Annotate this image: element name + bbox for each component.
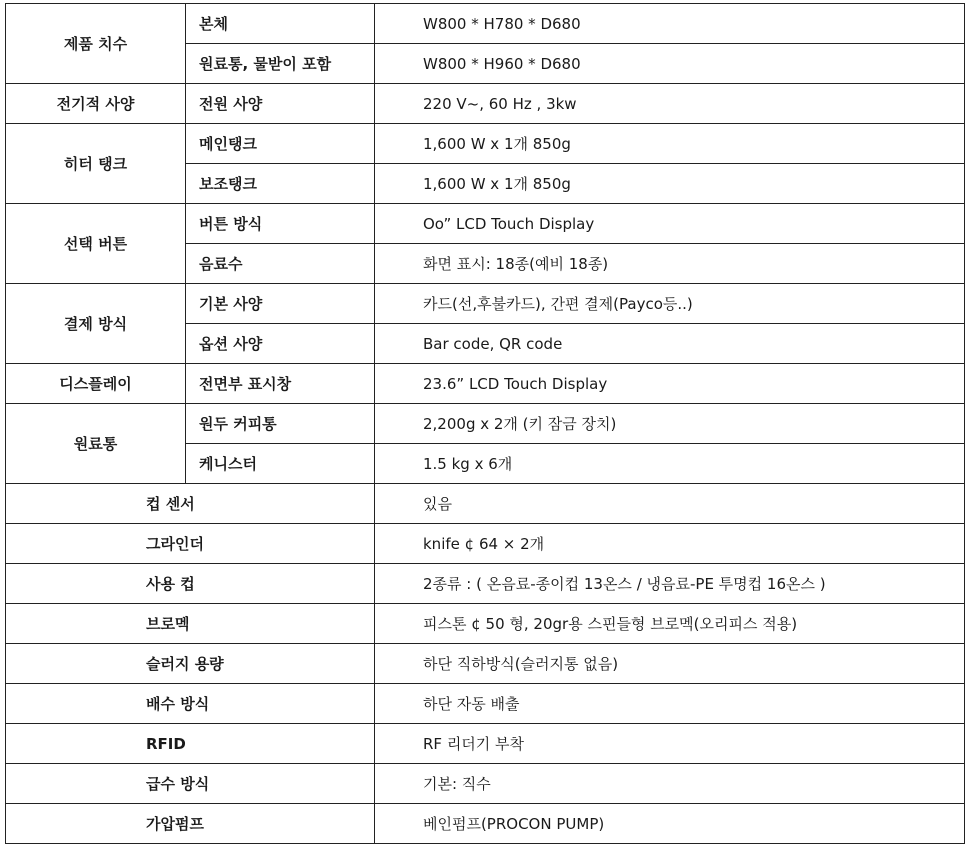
item-cell: 사용 컵 <box>6 564 375 604</box>
category-cell: 디스플레이 <box>6 364 186 404</box>
table-row <box>6 564 965 604</box>
item-cell: 급수 방식 <box>6 764 375 804</box>
table-row <box>6 404 965 444</box>
item-cell: 원두 커피통 <box>186 404 375 444</box>
value-cell: 카드(선,후불카드), 간편 결제(Payco등..) <box>375 284 965 324</box>
spec-table <box>5 3 965 844</box>
table-row <box>6 524 965 564</box>
table-row <box>6 284 965 324</box>
table-row <box>6 684 965 724</box>
table-row <box>6 484 965 524</box>
item-cell: 가압펌프 <box>6 804 375 844</box>
value-cell: W800 * H780 * D680 <box>375 4 965 44</box>
item-cell: 본체 <box>186 4 375 44</box>
item-cell: 컵 센서 <box>6 484 375 524</box>
table-row <box>6 204 965 244</box>
table-row <box>6 4 965 44</box>
category-cell: 제품 치수 <box>6 4 186 84</box>
value-cell: 있음 <box>375 484 965 524</box>
value-cell: 1,600 W x 1개 850g <box>375 124 965 164</box>
item-cell: 음료수 <box>186 244 375 284</box>
item-cell: 전면부 표시창 <box>186 364 375 404</box>
category-cell: 원료통 <box>6 404 186 484</box>
value-cell: 23.6” LCD Touch Display <box>375 364 965 404</box>
table-row <box>6 364 965 404</box>
item-cell: 전원 사양 <box>186 84 375 124</box>
item-cell: 보조탱크 <box>186 164 375 204</box>
value-cell: 하단 직하방식(슬러지통 없음) <box>375 644 965 684</box>
item-cell: 옵션 사양 <box>186 324 375 364</box>
value-cell: W800 * H960 * D680 <box>375 44 965 84</box>
value-cell: knife ¢ 64 × 2개 <box>375 524 965 564</box>
item-cell: 원료통, 물받이 포함 <box>186 44 375 84</box>
item-cell: 기본 사양 <box>186 284 375 324</box>
value-cell: 피스톤 ¢ 50 형, 20gr용 스핀들형 브로멕(오리피스 적용) <box>375 604 965 644</box>
value-cell: 220 V~, 60 Hz , 3kw <box>375 84 965 124</box>
item-cell: 브로멕 <box>6 604 375 644</box>
value-cell: 기본: 직수 <box>375 764 965 804</box>
table-row <box>6 764 965 804</box>
table-row <box>6 804 965 844</box>
category-cell: 히터 탱크 <box>6 124 186 204</box>
value-cell: Bar code, QR code <box>375 324 965 364</box>
category-cell: 전기적 사양 <box>6 84 186 124</box>
table-row <box>6 84 965 124</box>
item-cell: 배수 방식 <box>6 684 375 724</box>
category-cell: 결제 방식 <box>6 284 186 364</box>
value-cell: Oo” LCD Touch Display <box>375 204 965 244</box>
table-row <box>6 604 965 644</box>
item-cell: 그라인더 <box>6 524 375 564</box>
value-cell: RF 리더기 부착 <box>375 724 965 764</box>
table-row <box>6 124 965 164</box>
value-cell: 1,600 W x 1개 850g <box>375 164 965 204</box>
value-cell: 2,200g x 2개 (키 잠금 장치) <box>375 404 965 444</box>
item-cell: 메인탱크 <box>186 124 375 164</box>
value-cell: 1.5 kg x 6개 <box>375 444 965 484</box>
value-cell: 베인펌프(PROCON PUMP) <box>375 804 965 844</box>
category-cell: 선택 버튼 <box>6 204 186 284</box>
table-row <box>6 724 965 764</box>
item-cell: 케니스터 <box>186 444 375 484</box>
value-cell: 2종류 : ( 온음료-종이컵 13온스 / 냉음료-PE 투명컵 16온스 ) <box>375 564 965 604</box>
item-cell: RFID <box>6 724 375 764</box>
value-cell: 하단 자동 배출 <box>375 684 965 724</box>
item-cell: 슬러지 용량 <box>6 644 375 684</box>
value-cell: 화면 표시: 18종(예비 18종) <box>375 244 965 284</box>
item-cell: 버튼 방식 <box>186 204 375 244</box>
table-row <box>6 644 965 684</box>
